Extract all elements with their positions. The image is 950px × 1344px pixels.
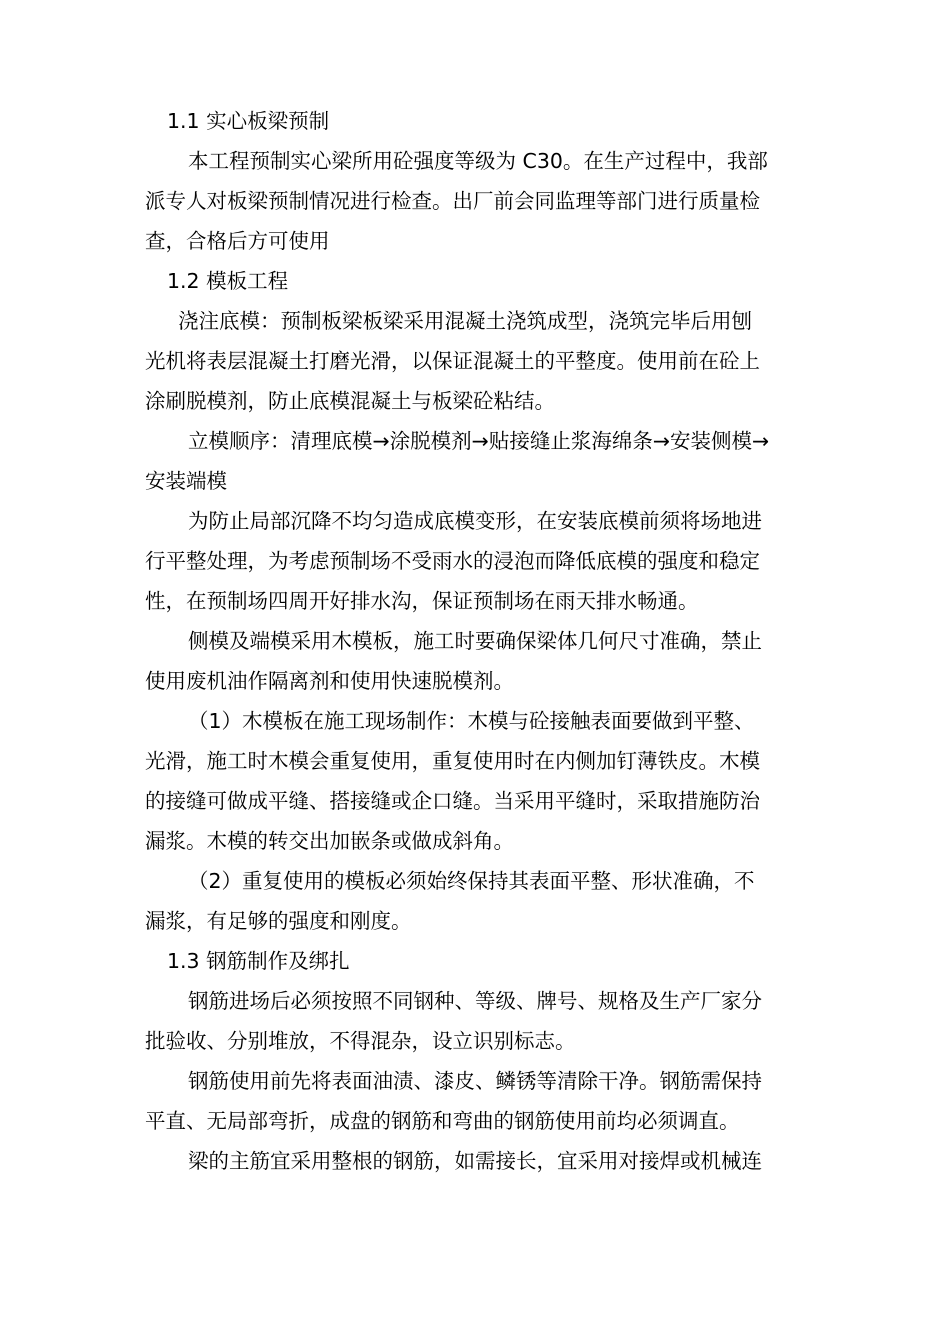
paragraph-line: 钢筋使用前先将表面油渍、漆皮、鳞锈等清除干净。钢筋需保持 [188, 1069, 762, 1093]
paragraph-line: 光滑，施工时木模会重复使用，重复使用时在内侧加钉薄铁皮。木模 [145, 749, 760, 773]
paragraph-line: 平直、无局部弯折，成盘的钢筋和弯曲的钢筋使用前均必须调直。 [145, 1109, 740, 1133]
section-heading: 1.1 实心板梁预制 [167, 109, 330, 133]
paragraph-line: 为防止局部沉降不均匀造成底模变形，在安装底模前须将场地进 [188, 509, 762, 533]
section-heading: 1.2 模板工程 [167, 269, 289, 293]
paragraph-line: 光机将表层混凝土打磨光滑，以保证混凝土的平整度。使用前在砼上 [145, 349, 760, 373]
paragraph-line: 行平整处理，为考虑预制场不受雨水的浸泡而降低底模的强度和稳定 [145, 549, 760, 573]
paragraph-line: 漏浆。木模的转交出加嵌条或做成斜角。 [145, 829, 514, 853]
paragraph-line: 的接缝可做成平缝、搭接缝或企口缝。当采用平缝时，采取措施防治 [145, 789, 760, 813]
paragraph-line: 查，合格后方可使用 [145, 229, 330, 253]
paragraph-line: 侧模及端模采用木模板，施工时要确保梁体几何尺寸准确，禁止 [188, 629, 762, 653]
paragraph-line: （1）木模板在施工现场制作：木模与砼接触表面要做到平整、 [188, 709, 755, 733]
paragraph-line: 钢筋进场后必须按照不同钢种、等级、牌号、规格及生产厂家分 [188, 989, 762, 1013]
paragraph-line: 漏浆，有足够的强度和刚度。 [145, 909, 412, 933]
paragraph-line: 立模顺序：清理底模→涂脱模剂→贴接缝止浆海绵条→安装侧模→ [188, 429, 770, 453]
paragraph-line: 性，在预制场四周开好排水沟，保证预制场在雨天排水畅通。 [145, 589, 699, 613]
paragraph-line: 派专人对板梁预制情况进行检查。出厂前会同监理等部门进行质量检 [145, 189, 760, 213]
section-heading: 1.3 钢筋制作及绑扎 [167, 949, 350, 973]
paragraph-line: （2）重复使用的模板必须始终保持其表面平整、形状准确，不 [188, 869, 755, 893]
paragraph-line: 浇注底模：预制板梁板梁采用混凝土浇筑成型，浇筑完毕后用刨 [178, 309, 752, 333]
paragraph-line: 使用废机油作隔离剂和使用快速脱模剂。 [145, 669, 514, 693]
paragraph-line: 安装端模 [145, 469, 227, 493]
paragraph-line: 批验收、分别堆放，不得混杂，设立识别标志。 [145, 1029, 576, 1053]
paragraph-line: 梁的主筋宜采用整根的钢筋，如需接长，宜采用对接焊或机械连 [188, 1149, 762, 1173]
paragraph-line: 涂刷脱模剂，防止底模混凝土与板梁砼粘结。 [145, 389, 555, 413]
paragraph-line: 本工程预制实心梁所用砼强度等级为 C30。在生产过程中，我部 [188, 149, 768, 173]
